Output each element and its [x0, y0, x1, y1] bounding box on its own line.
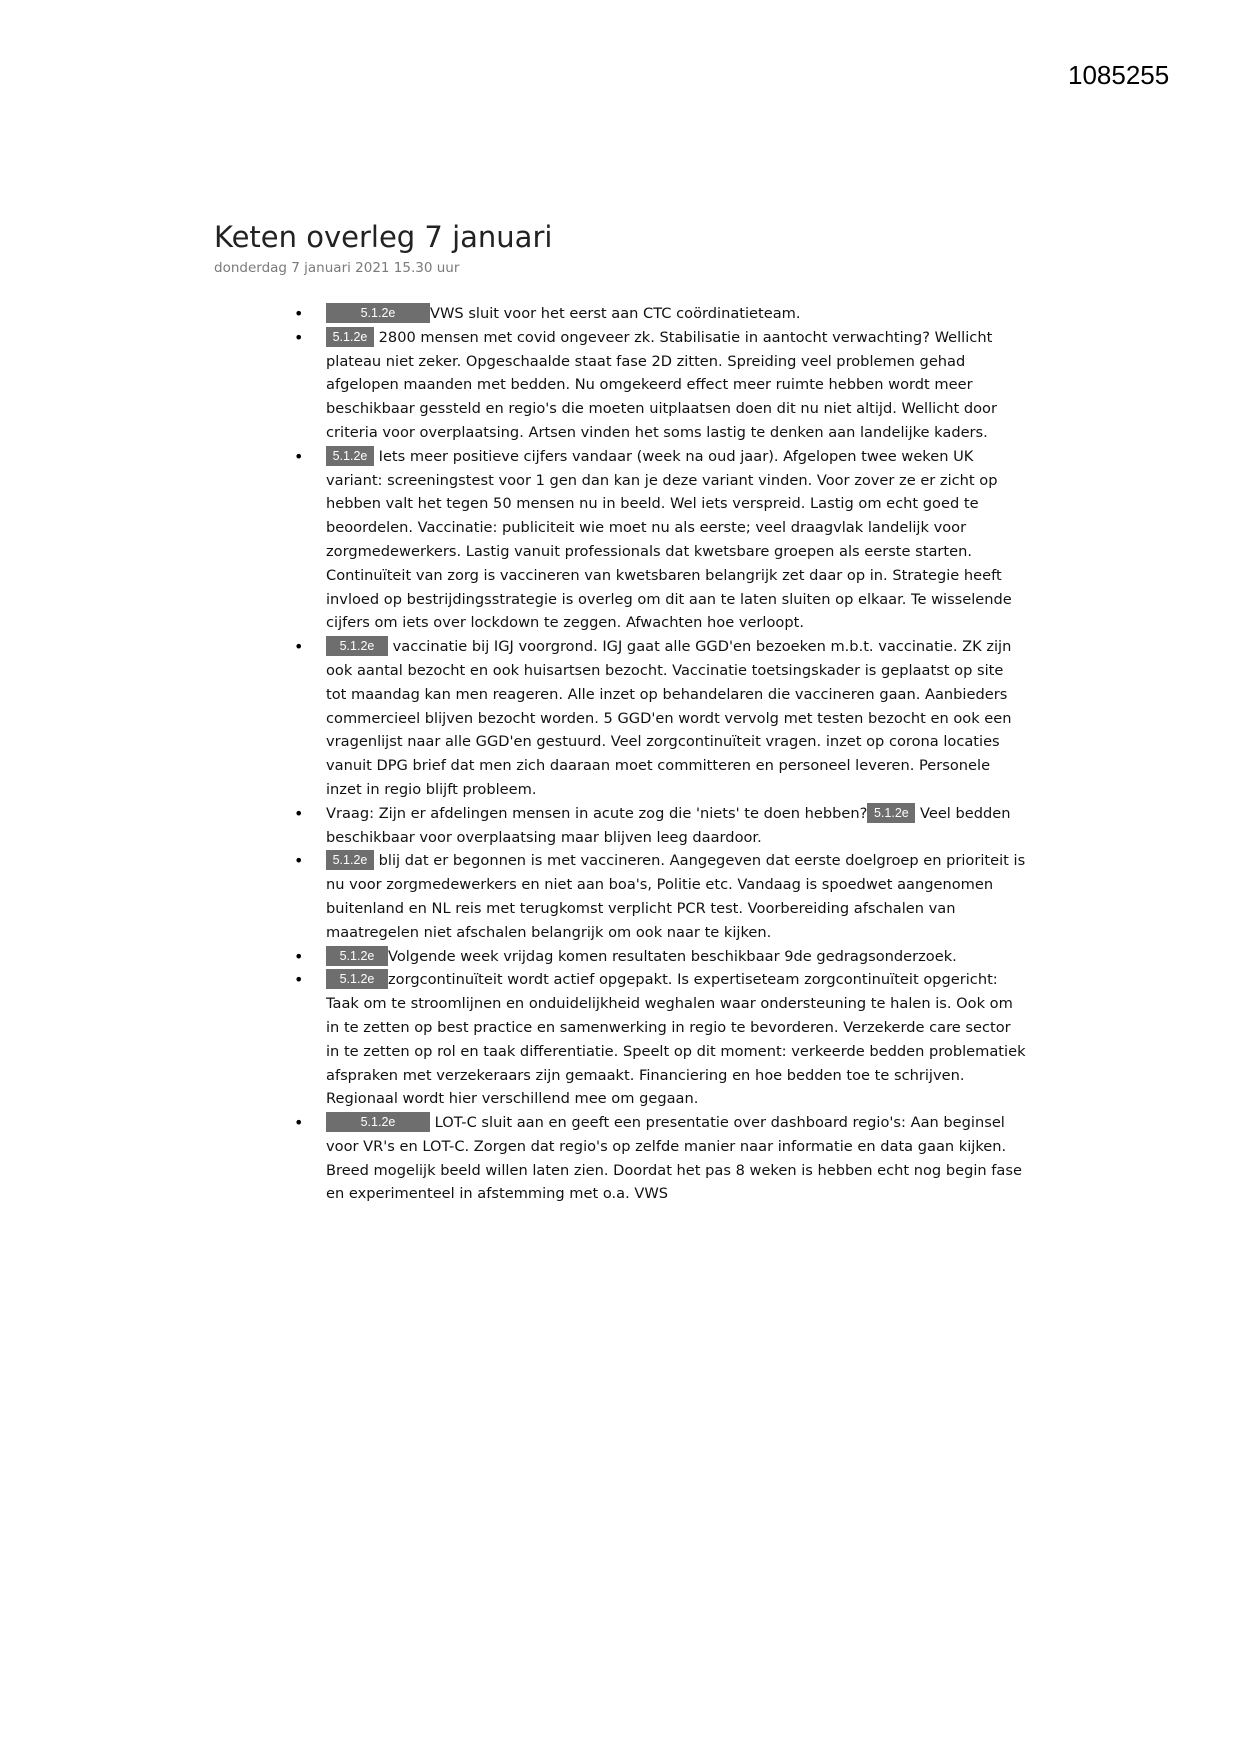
redaction-box: 5.1.2e — [326, 969, 388, 989]
list-item — [326, 326, 1026, 445]
redaction-box: 5.1.2e — [326, 946, 388, 966]
redaction-box: 5.1.2e — [326, 636, 388, 656]
list-item-text: 2800 mensen met covid ongeveer zk. Stabilisatie in aantocht verwachting? Wellicht plateau niet zeker. Opgeschaalde staat fase 2D zitten. Spreiding veel problemen gehad afgelopen maanden met bedden. Nu omgekeerd effect meer ruimte hebben wordt meer beschikbaar gessteld en regio's die moeten uitplaatsen doen dit nu niet altijd. Wellicht door criteria voor overplaatsing. Artsen vinden het soms lastig te denken aan landelijke kaders. — [326, 328, 997, 441]
redaction-box: 5.1.2e — [326, 327, 374, 347]
list-item-text: blij dat er begonnen is met vaccineren. Aangegeven dat eerste doelgroep en prioriteit is nu voor zorgmedewerkers en niet aan boa's, Politie etc. Vandaag is spoedwet aangenomen buitenland en NL reis met terugkomst verplicht PCR test. Voorbereiding afschalen van maatregelen niet afschalen belangrijk om ook naar te kijken. — [326, 852, 1026, 941]
list-item — [326, 945, 1026, 969]
list-item-text: vaccinatie bij IGJ voorgrond. IGJ gaat alle GGD'en bezoeken m.b.t. vaccinatie. ZK zijn ook aantal bezocht en ook huisartsen bezocht. Vaccinatie toetsingskader is geplaatst op site tot maandag kan men reageren. Alle inzet op behandelaren die vaccineren gaan. Aanbieders commercieel blijven bezocht worden. 5 GGD'en wordt vervolg met testen bezocht en ook een vragenlijst naar alle GGD'en gestuurd. Veel zorgcontinuïteit vragen. inzet op corona locaties vanuit DPG brief dat men zich daaraan moet committeren en personeel leveren. Personele inzet in regio blijft probleem. — [326, 638, 1012, 798]
list-item — [326, 968, 1026, 1111]
list-item — [326, 302, 1026, 326]
list-item-text: Vraag: Zijn er afdelingen mensen in acute zog die 'niets' te doen hebben? — [326, 804, 868, 822]
list-item-text: VWS sluit voor het eerst aan CTC coördinatieteam. — [430, 305, 801, 322]
redaction-box: 5.1.2e — [326, 303, 430, 323]
page-subtitle-datetime: donderdag 7 januari 2021 15.30 uur — [214, 260, 460, 276]
list-item — [326, 635, 1026, 802]
page-title: Keten overleg 7 januari — [214, 220, 553, 254]
list-item-text: Volgende week vrijdag komen resultaten beschikbaar 9de gedragsonderzoek. — [388, 947, 957, 965]
list-item-text: Iets meer positieve cijfers vandaar (week na oud jaar). Afgelopen twee weken UK variant: screeningstest voor 1 gen dan kan je deze variant vinden. Voor zover ze er zicht op hebben valt het tegen 50 mensen nu in beeld. Wel iets verspreid. Lastig om echt goed te beoordelen. Vaccinatie: publiciteit wie moet nu als eerste; veel draagvlak landelijk voor zorgmedewerkers. Lastig vanuit professionals dat kwetsbare groepen als eerste starten. Continuïteit van zorg is vaccineren van kwetsbaren belangrijk zet daar op in. Strategie heeft invloed op bestrijdingsstrategie is overleg om dit aan te laten sluiten op elkaar. Te wisselende cijfers om iets over lockdown te zeggen. Afwachten hoe verloopt. — [326, 447, 1012, 632]
list-item-text: LOT-C sluit aan en geeft een presentatie over dashboard regio's: Aan beginsel voor VR's en LOT-C. Zorgen dat regio's op zelfde manier naar informatie en data gaan kijken. Breed mogelijk beeld willen laten zien. Doordat het pas 8 weken is hebben echt nog begin fase en experimenteel in afstemming met o.a. VWS — [326, 1114, 1022, 1203]
list-item-text: Veel bedden beschikbaar voor overplaatsing maar blijven leeg daardoor. — [326, 804, 1011, 846]
document-id: 1085255 — [1068, 60, 1170, 90]
list-item — [326, 1111, 1026, 1206]
redaction-box: 5.1.2e — [867, 803, 915, 823]
list-item — [326, 802, 1026, 850]
redaction-box: 5.1.2e — [326, 850, 374, 870]
list-item-text: zorgcontinuïteit wordt actief opgepakt. Is expertiseteam zorgcontinuïteit opgericht: Taak om te stroomlijnen en onduidelijkheid weghalen waar ondersteuning te halen is. Ook om in te zetten op best practice en samenwerking in regio te bevorderen. Verzekerde care sector in te zetten op rol en taak differentiatie. Speelt op dit moment: verkeerde bedden problematiek afspraken met verzekeraars zijn gemaakt. Financiering en hoe bedden toe te schrijven. Regionaal wordt hier verschillend mee om gegaan. — [326, 971, 1026, 1108]
redaction-box: 5.1.2e — [326, 1112, 430, 1132]
redaction-box: 5.1.2e — [326, 446, 374, 466]
meeting-notes-list — [326, 302, 1026, 1206]
list-item — [326, 445, 1026, 635]
list-item — [326, 849, 1026, 944]
